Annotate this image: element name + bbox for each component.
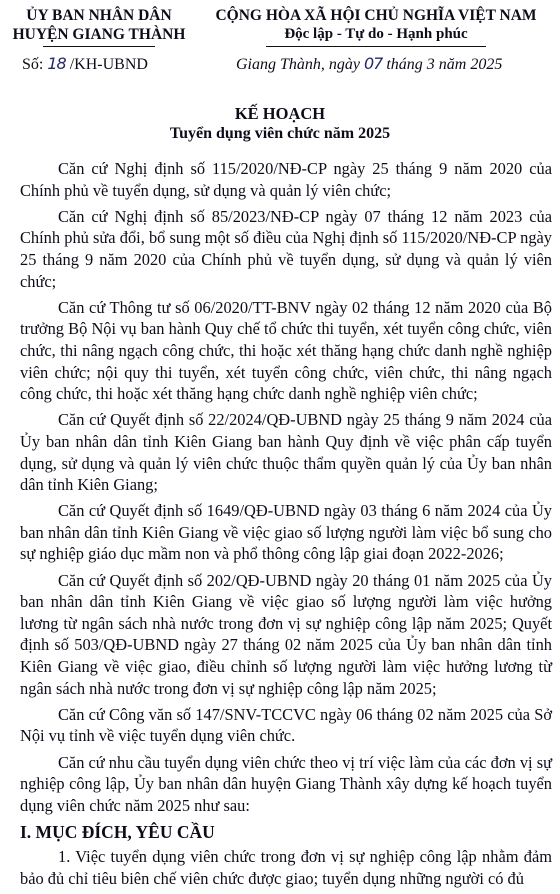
document-body [20,158,552,894]
legal-basis-paragraph: Căn cứ Thông tư số 06/2020/TT-BNV ngày 02 tháng 12 năm 2020 của Bộ trưởng Bộ Nội vụ ban hành Quy chế tổ chức thi tuyển, xét tuyển công chức, viên chức, thi nâng ngạch công chức, thi hoặc xét thăng hạng chức danh nghề nghiệp viên chức; nội quy thi tuyển, xét tuyển công chức, viên chức, thi nâng ngạch công chức, thi hoặc xét thăng hạng chức danh nghề nghiệp viên chức; [20,297,552,404]
legal-basis-paragraph: Căn cứ Quyết định số 1649/QĐ-UBND ngày 03 tháng 6 năm 2024 của Ủy ban nhân dân tỉnh Kiên Giang về việc giao số lượng người làm việc bổ sung cho sự nghiệp giáo dục mầm non và phổ thông công lập giai đoạn 2022-2026; [20,501,552,564]
national-motto: Độc lập - Tự do - Hạnh phúc [284,26,468,42]
issue-day-handwritten: 07 [364,54,383,73]
document-number [22,54,148,74]
agency-name-line1: ỦY BAN NHÂN DÂN [26,7,172,24]
document-number-suffix: /KH-UBND [69,56,148,73]
national-title: CỘNG HÒA XÃ HỘI CHỦ NGHĨA VIỆT NAM [215,7,537,24]
legal-basis-paragraph: Căn cứ Quyết định số 22/2024/QĐ-UBND ngày 25 tháng 9 năm 2024 của Ủy ban nhân dân tỉnh Kiên Giang ban hành Quy định về việc phân cấp tuyển dụng, sử dụng và quản lý viên chức thuộc thẩm quyền quản lý của Ủy ban nhân dân tỉnh Kiên Giang; [20,410,552,495]
issuing-agency [10,6,188,47]
document-number-handwritten: 18 [47,54,66,73]
legal-basis-paragraph: Căn cứ Công văn số 147/SNV-TCCVC ngày 06 tháng 02 năm 2025 của Sở Nội vụ tỉnh về việc tuyển dụng viên chức. [20,704,552,746]
agency-name-line2: HUYỆN GIANG THÀNH [12,26,186,43]
issue-date-line [236,54,502,74]
section-paragraph: 1. Việc tuyển dụng viên chức trong đơn vị sự nghiệp công lập nhằm đảm bảo đủ chỉ tiêu biên chế viên chức được giao; tuyển dụng những người có đủ [20,846,552,888]
section-heading: I. MỤC ĐÍCH, YÊU CẦU [20,822,215,843]
document-number-prefix: Số: [22,56,44,73]
legal-basis-paragraph: Căn cứ Nghị định số 115/2020/NĐ-CP ngày 25 tháng 9 năm 2020 của Chính phủ về tuyển dụng, sử dụng và quản lý viên chức; [20,159,552,200]
motto-underline [266,46,486,47]
document-type-title: KẾ HOẠCH [234,104,326,123]
document-subject-title: Tuyển dụng viên chức năm 2025 [169,125,391,142]
issue-month-year: tháng 3 năm 2025 [386,56,503,73]
national-header [202,6,550,47]
legal-basis-paragraph: Căn cứ nhu cầu tuyển dụng viên chức theo vị trí việc làm của các đơn vị sự nghiệp công lập, Ủy ban nhân dân huyện Giang Thành xây dựng kế hoạch tuyển dụng viên chức năm 2025 như sau: [20,752,552,815]
legal-basis-paragraph: Căn cứ Nghị định số 85/2023/NĐ-CP ngày 07 tháng 12 năm 2023 của Chính phủ sửa đổi, bổ sung một số điều của Nghị định số 115/2020/NĐ-CP ngày 25 tháng 9 năm 2020 của Chính phủ về tuyển dụng, sử dụng và quản lý viên chức; [20,206,552,291]
issue-place: Giang Thành, ngày [236,56,360,73]
legal-basis-paragraph: Căn cứ Quyết định số 202/QĐ-UBND ngày 20 tháng 01 năm 2025 của Ủy ban nhân dân tỉnh Kiên Giang về việc giao số lượng người làm việc hưởng lương từ ngân sách nhà nước trong đơn vị sự nghiệp công lập năm 2025; Quyết định số 503/QĐ-UBND ngày 27 tháng 02 năm 2025 của Ủy ban nhân dân tỉnh Kiên Giang về việc giao, điều chỉnh số lượng người làm việc hưởng lương từ ngân sách nhà nước trong đơn vị sự nghiệp công lập năm 2025; [20,570,552,698]
agency-underline [43,46,155,47]
